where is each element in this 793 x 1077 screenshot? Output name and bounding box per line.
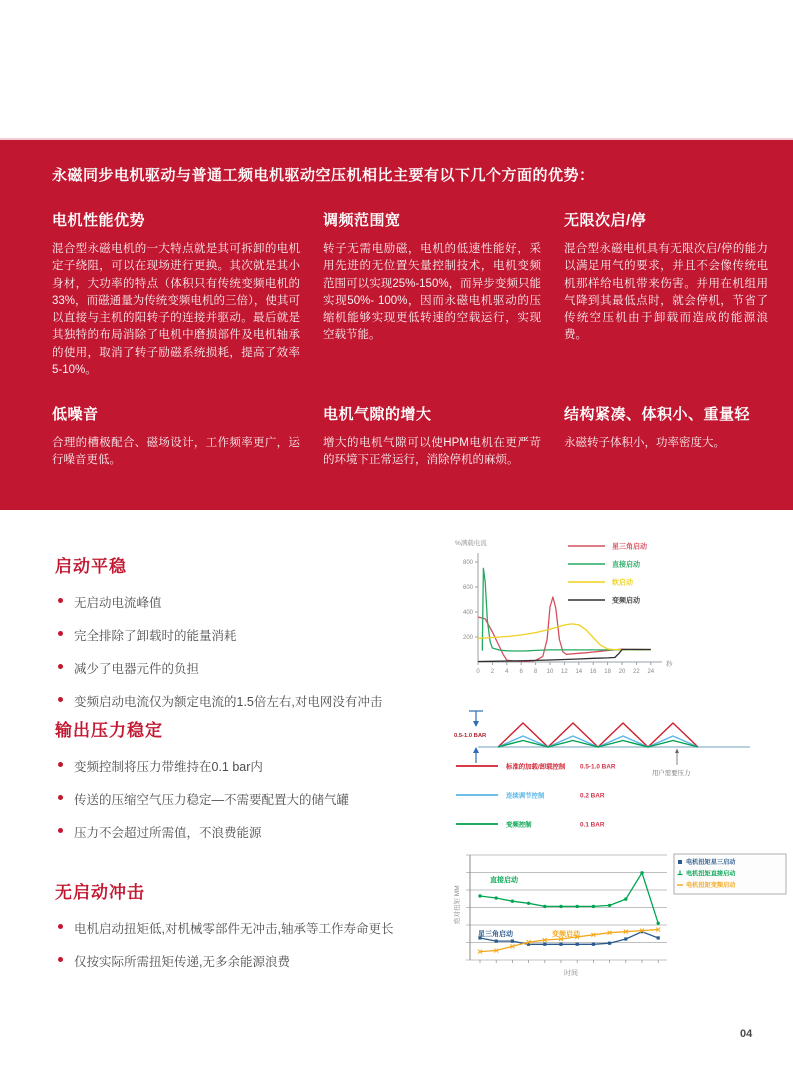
legend-label: 标准的加载/卸载控制 xyxy=(506,763,566,771)
legend-label: 软启动 xyxy=(612,579,633,587)
bullet-icon xyxy=(58,762,63,767)
banner-cell-motor-performance xyxy=(52,209,300,379)
x-axis-unit: 秒 xyxy=(666,661,673,668)
legend-label: 变频控制 xyxy=(506,821,532,829)
y-tick-label: 800 xyxy=(462,560,473,566)
marker-circle xyxy=(624,897,627,900)
marker-circle xyxy=(657,922,660,925)
legend-label: 变频启动 xyxy=(612,597,640,605)
legend-label: 直接启动 xyxy=(612,561,640,569)
bullet-text: 完全排除了卸载时的能量消耗 xyxy=(74,629,237,643)
pressure-wave xyxy=(498,723,698,747)
inplot-label-vfd: 变频启动 xyxy=(552,931,580,938)
bullet-icon xyxy=(58,697,63,702)
section-smooth-start xyxy=(55,552,455,725)
start-current-chart-svg xyxy=(450,531,762,681)
bullet-text: 减少了电器元件的负担 xyxy=(74,662,200,676)
bullet-item xyxy=(55,790,455,808)
bullet-text: 压力不会超过所需值，不浪费能源 xyxy=(74,826,262,840)
bullet-item xyxy=(55,659,455,677)
start-current-chart xyxy=(450,531,762,686)
banner-grid xyxy=(52,209,769,470)
legend-label: 星三角启动 xyxy=(612,543,647,551)
bullet-icon xyxy=(58,957,63,962)
bullet-icon xyxy=(58,795,63,800)
x-axis-label: 时间 xyxy=(564,970,578,977)
cell-body: 合理的槽极配合、磁场设计，工作频率更广，运行噪音更低。 xyxy=(52,437,300,467)
cell-heading: 低噪音 xyxy=(52,406,99,423)
cell-body: 转子无需电励磁，电机的低速性能好，采用先进的无位置矢量控制技术，电机变频范围可以实现25%-150%，而异步变频只能实现50%- 100%，因而永磁电机驱动的压缩机能够实现更低转速的空载运行，实现空载节能。 xyxy=(323,243,541,342)
y-axis-label: 绝对扭矩 MM xyxy=(454,885,461,924)
marker-circle xyxy=(511,900,514,903)
section-title: 输出压力稳定 xyxy=(55,721,163,740)
bullet-item xyxy=(55,757,455,775)
bullet-text: 无启动电流峰值 xyxy=(74,596,162,610)
series-line xyxy=(478,624,651,650)
bullet-item xyxy=(55,593,455,611)
legend-value: 0.5-1.0 BAR xyxy=(580,763,616,771)
banner-title: 永磁同步电机驱动与普通工频电机驱动空压机相比主要有以下几个方面的优势： xyxy=(52,167,595,184)
x-tick-label: 20 xyxy=(618,669,626,675)
cell-heading: 电机性能优势 xyxy=(52,212,146,229)
legend-value: 0.1 BAR xyxy=(580,821,605,829)
x-tick-label: 6 xyxy=(519,669,523,675)
y-axis-label: %满载电流 xyxy=(455,540,487,547)
x-tick-label: 4 xyxy=(505,669,509,675)
torque-chart xyxy=(452,846,792,996)
bullet-item xyxy=(55,952,455,970)
pressure-stability-chart xyxy=(452,703,762,848)
x-tick-label: 18 xyxy=(604,669,611,675)
x-tick-label: 16 xyxy=(589,669,597,675)
bullet-text: 传送的压缩空气压力稳定—不需要配置大的储气罐 xyxy=(74,793,350,807)
bullet-list xyxy=(55,593,455,710)
bullet-item xyxy=(55,919,455,937)
legend-label: 电机扭矩星三启动 xyxy=(686,859,736,866)
bullet-text: 电机启动扭矩低,对机械零部件无冲击,轴承等工作寿命更长 xyxy=(74,922,394,936)
cell-body: 增大的电机气隙可以使HPM电机在更严苛的环境下正常运行，消除停机的麻烦。 xyxy=(323,437,541,467)
x-tick-label: 10 xyxy=(546,669,554,675)
bullet-text: 变频控制将压力带维持在0.1 bar内 xyxy=(74,760,263,774)
marker-square xyxy=(495,940,498,943)
banner-cell-air-gap xyxy=(323,403,541,470)
band-arrow-down-head xyxy=(473,721,479,727)
legend-marker-square xyxy=(678,860,682,864)
section-title: 无启动冲击 xyxy=(55,883,145,902)
marker-circle xyxy=(559,905,562,908)
cell-body: 永磁转子体积小，功率密度大。 xyxy=(564,437,725,449)
page-number: 04 xyxy=(740,1028,753,1040)
bullet-text: 仅按实际所需扭矩传递,无多余能源浪费 xyxy=(74,955,290,969)
banner-cell-compact xyxy=(564,403,768,470)
marker-square xyxy=(576,943,579,946)
cell-heading: 结构紧凑、体积小、重量轻 xyxy=(564,406,751,423)
bullet-icon xyxy=(58,598,63,603)
marker-circle xyxy=(576,905,579,908)
x-tick-label: 12 xyxy=(561,669,568,675)
marker-square xyxy=(657,936,660,939)
band-range-label: 0.5-1.0 BAR xyxy=(454,733,487,739)
advantages-banner xyxy=(0,140,793,510)
marker-square xyxy=(543,943,546,946)
user-pressure-label: 用户需要压力 xyxy=(652,770,691,777)
legend-label: 电机扭矩直接启动 xyxy=(686,870,736,878)
bullet-item xyxy=(55,626,455,644)
x-tick-label: 22 xyxy=(633,669,640,675)
pressure-stability-chart-svg xyxy=(452,703,762,843)
section-no-start-impact xyxy=(55,878,455,985)
section-title: 启动平稳 xyxy=(55,557,127,576)
cell-heading: 无限次启/停 xyxy=(564,212,647,229)
marker-circle xyxy=(495,896,498,899)
inplot-label-stardelta: 星三角启动 xyxy=(478,931,513,938)
marker-square xyxy=(592,943,595,946)
y-tick-label: 600 xyxy=(462,585,473,591)
banner-cell-low-noise xyxy=(52,403,300,470)
cell-body: 混合型永磁电机的一大特点就是其可拆卸的电机定子绕阻，可以在现场进行更换。其次就是其小身材，大功率的特点（体积只有传统变频电机的33%，而磁通量为传统变频电机的三倍），使其可以直接与主机的阳转子的连接并驱动。最后就是其独特的布局消除了电机中磨损部件及电机轴承的使用，取消了转子励磁系统损耗，提高了效率5-10%。 xyxy=(52,243,300,376)
y-tick-label: 400 xyxy=(462,610,473,616)
cell-body: 混合型永磁电机具有无限次启/停的能力以满足用气的要求，并且不会像传统电机那样给电机带来伤害。并用在机组用气降到其最低点时，就会停机，节省了传统空压机由于卸载而造成的能源浪费。 xyxy=(564,243,768,342)
marker-circle xyxy=(543,905,546,908)
marker-square xyxy=(511,940,514,943)
bullet-icon xyxy=(58,664,63,669)
y-tick-label: 200 xyxy=(462,635,473,641)
marker-square xyxy=(624,937,627,940)
pressure-wave xyxy=(498,741,698,748)
x-tick-label: 14 xyxy=(575,669,583,675)
x-tick-label: 24 xyxy=(647,669,655,675)
legend-label: 连续调节控制 xyxy=(506,792,545,800)
user-pressure-arrowhead xyxy=(675,749,679,754)
bullet-list xyxy=(55,757,455,841)
bullet-icon xyxy=(58,828,63,833)
marker-square xyxy=(559,943,562,946)
series-line xyxy=(478,597,651,661)
band-arrow-up-head xyxy=(473,747,479,753)
legend-value: 0.2 BAR xyxy=(580,792,605,800)
marker-circle xyxy=(640,871,643,874)
bullet-text: 变频启动电流仅为额定电流的1.5倍左右,对电网没有冲击 xyxy=(74,695,383,709)
marker-circle xyxy=(478,894,481,897)
marker-circle xyxy=(592,905,595,908)
bullet-list xyxy=(55,919,455,970)
legend-label: 电机扭矩变频启动 xyxy=(686,882,736,889)
banner-cell-frequency-range xyxy=(323,209,541,379)
marker-circle xyxy=(608,904,611,907)
cell-heading: 电机气隙的增大 xyxy=(323,406,432,423)
torque-chart-svg xyxy=(452,846,792,991)
bullet-icon xyxy=(58,924,63,929)
banner-cell-unlimited-startstop xyxy=(564,209,768,379)
x-tick-label: 0 xyxy=(476,669,480,675)
bullet-item xyxy=(55,823,455,841)
bullet-item xyxy=(55,692,455,710)
cell-heading: 调频范围宽 xyxy=(323,212,401,229)
inplot-label-direct: 直接启动 xyxy=(490,877,518,884)
x-tick-label: 8 xyxy=(533,669,538,675)
x-tick-label: 2 xyxy=(490,669,495,675)
marker-circle xyxy=(527,902,530,905)
bullet-icon xyxy=(58,631,63,636)
marker-square xyxy=(608,942,611,945)
section-stable-pressure xyxy=(55,716,455,856)
